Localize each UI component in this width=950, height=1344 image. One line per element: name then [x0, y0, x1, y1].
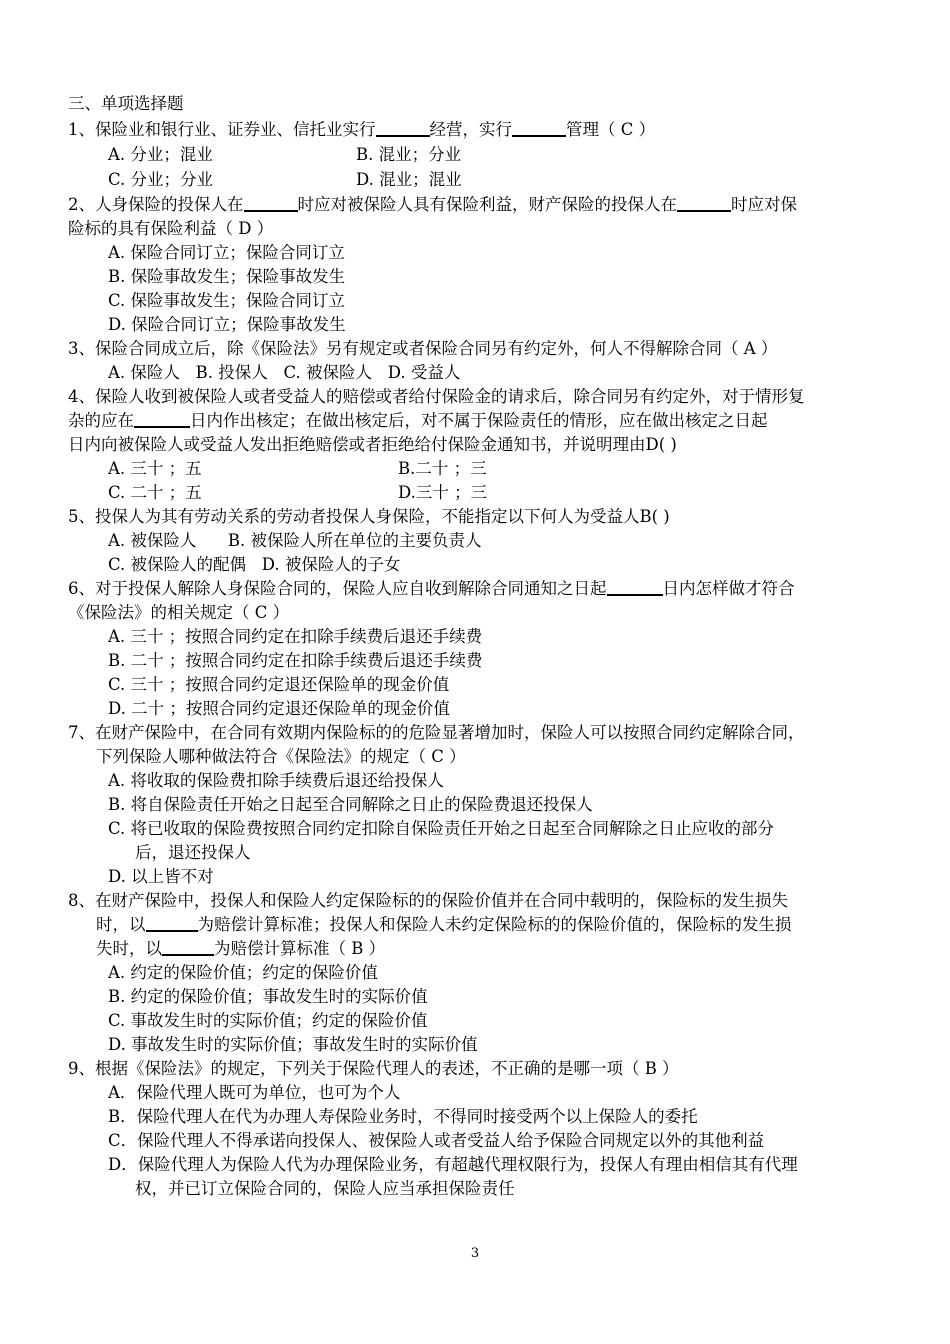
question-5-line-1: 5、投保人为其有劳动关系的劳动者投保人身保险，不能指定以下何人为受益人B( ) — [68, 507, 670, 526]
question-8-option-d: D. 事故发生时的实际价值；事故发生时的实际价值 — [108, 1035, 478, 1054]
question-1-option-d: D. 混业；混业 — [356, 170, 462, 189]
question-9-option-c: C．保险代理人不得承诺向投保人、被保险人或者受益人给予保险合同规定以外的其他利益 — [108, 1131, 765, 1150]
question-1-option-a: A. 分业；混业 — [108, 145, 213, 164]
question-2-line-1: 2、人身保险的投保人在 时应对被保险人具有保险利益，财产保险的投保人在 时应对保 — [68, 195, 797, 214]
question-4-option-d: D.三十 ；三 — [398, 483, 488, 502]
question-2-option-a: A. 保险合同订立；保险合同订立 — [108, 243, 345, 262]
page-number: 3 — [470, 1246, 480, 1261]
question-2-option-b: B. 保险事故发生；保险事故发生 — [108, 267, 346, 286]
answer-blank — [512, 119, 566, 137]
question-7-option-a: A. 将收取的保险费扣除手续费后退还给投保人 — [108, 771, 444, 790]
answer-blank — [162, 938, 214, 956]
answer-blank — [244, 194, 298, 212]
question-7-option-c-cont: 后，退还投保人 — [135, 843, 251, 862]
question-4-line-3: 日内向被保险人或受益人发出拒绝赔偿或者拒绝给付保险金通知书，并说明理由D( ) — [68, 435, 677, 454]
question-8-line-2: 时，以 为赔偿计算标准；投保人和保险人未约定保险标的的保险价值的，保险标的发生损 — [96, 915, 792, 934]
question-6-option-a: A. 三十 ；按照合同约定在扣除手续费后退还手续费 — [108, 627, 483, 646]
question-9-option-b: B．保险代理人在代为办理人寿保险业务时，不得同时接受两个以上保险人的委托 — [108, 1107, 698, 1126]
section-title: 三、单项选择题 — [68, 94, 184, 113]
question-7-option-c: C. 将已收取的保险费按照合同约定扣除自保险责任开始之日起至合同解除之日止应收的部分 — [108, 819, 775, 838]
answer-blank — [134, 410, 190, 428]
answer-blank — [677, 194, 731, 212]
question-6-line-1: 6、对于投保人解除人身保险合同的，保险人应自收到解除合同通知之日起 日内怎样做才符合 — [68, 579, 795, 598]
question-4-option-b: B.二十 ；三 — [398, 459, 487, 478]
question-1-option-b: B. 混业；分业 — [356, 145, 462, 164]
question-5-options-2: C. 被保险人的配偶 D. 被保险人的子女 — [108, 555, 401, 574]
question-8-option-c: C. 事故发生时的实际价值；约定的保险价值 — [108, 1011, 428, 1030]
question-4-option-a: A. 三十 ；五 — [108, 459, 202, 478]
question-6-line-2: 《保险法》的相关规定（ C ） — [68, 603, 290, 622]
question-9-option-a: A．保险代理人既可为单位，也可为个人 — [108, 1083, 401, 1102]
question-2-option-d: D. 保险合同订立；保险事故发生 — [108, 315, 346, 334]
answer-blank — [146, 914, 198, 932]
question-2-option-c: C. 保险事故发生；保险合同订立 — [108, 291, 346, 310]
question-8-option-a: A. 约定的保险价值；约定的保险价值 — [108, 963, 378, 982]
question-6-option-c: C. 三十 ；按照合同约定退还保险单的现金价值 — [108, 675, 450, 694]
question-2-line-2: 险标的具有保险利益（ D ） — [68, 219, 274, 238]
question-4-line-2: 杂的应在 日内作出核定；在做出核定后，对不属于保险责任的情形，应在做出核定之日起 — [68, 411, 768, 430]
question-1-line-1: 1、保险业和银行业、证券业、信托业实行 经营，实行 管理（ C ） — [68, 120, 656, 139]
question-8-line-1: 8、在财产保险中，投保人和保险人约定保险标的的保险价值并在合同中载明的，保险标的发生损失 — [68, 891, 788, 910]
question-8-line-3: 失时，以 为赔偿计算标准（ B ） — [96, 939, 386, 958]
question-3-line-1: 3、保险合同成立后，除《保险法》另有规定或者保险合同另有约定外，何人不得解除合同（ A ） — [68, 339, 778, 358]
question-5-options-1: A. 被保险人 B. 被保险人所在单位的主要负责人 — [108, 531, 482, 550]
question-6-option-b: B. 二十 ；按照合同约定在扣除手续费后退还手续费 — [108, 651, 483, 670]
question-8-option-b: B. 约定的保险价值；事故发生时的实际价值 — [108, 987, 428, 1006]
question-6-option-d: D. 二十 ；按照合同约定退还保险单的现金价值 — [108, 699, 450, 718]
question-9-option-d: D．保险代理人为保险人代为办理保险业务，有超越代理权限行为，投保人有理由相信其有代理 — [108, 1155, 798, 1174]
question-4-line-1: 4、保险人收到被保险人或者受益人的赔偿或者给付保险金的请求后，除合同另有约定外，对于情形复 — [68, 387, 805, 406]
question-7-option-d: D. 以上皆不对 — [108, 867, 214, 886]
question-7-line-1: 7、在财产保险中，在合同有效期内保险标的的危险显著增加时，保险人可以按照合同约定解除合同， — [68, 723, 805, 742]
question-4-option-c: C. 二十 ；五 — [108, 483, 202, 502]
question-7-line-2: 下列保险人哪种做法符合《保险法》的规定（ C ） — [96, 747, 466, 766]
question-9-line-1: 9、根据《保险法》的规定，下列关于保险代理人的表述，不正确的是哪一项（ B ） — [68, 1059, 679, 1078]
answer-blank — [376, 119, 430, 137]
answer-blank — [607, 578, 663, 596]
question-1-option-c: C. 分业；分业 — [108, 170, 214, 189]
question-7-option-b: B. 将自保险责任开始之日起至合同解除之日止的保险费退还投保人 — [108, 795, 593, 814]
question-3-options: A. 保险人 B. 投保人 C. 被保险人 D. 受益人 — [108, 363, 461, 382]
question-9-option-d-cont: 权，并已订立保险合同的，保险人应当承担保险责任 — [135, 1179, 515, 1198]
